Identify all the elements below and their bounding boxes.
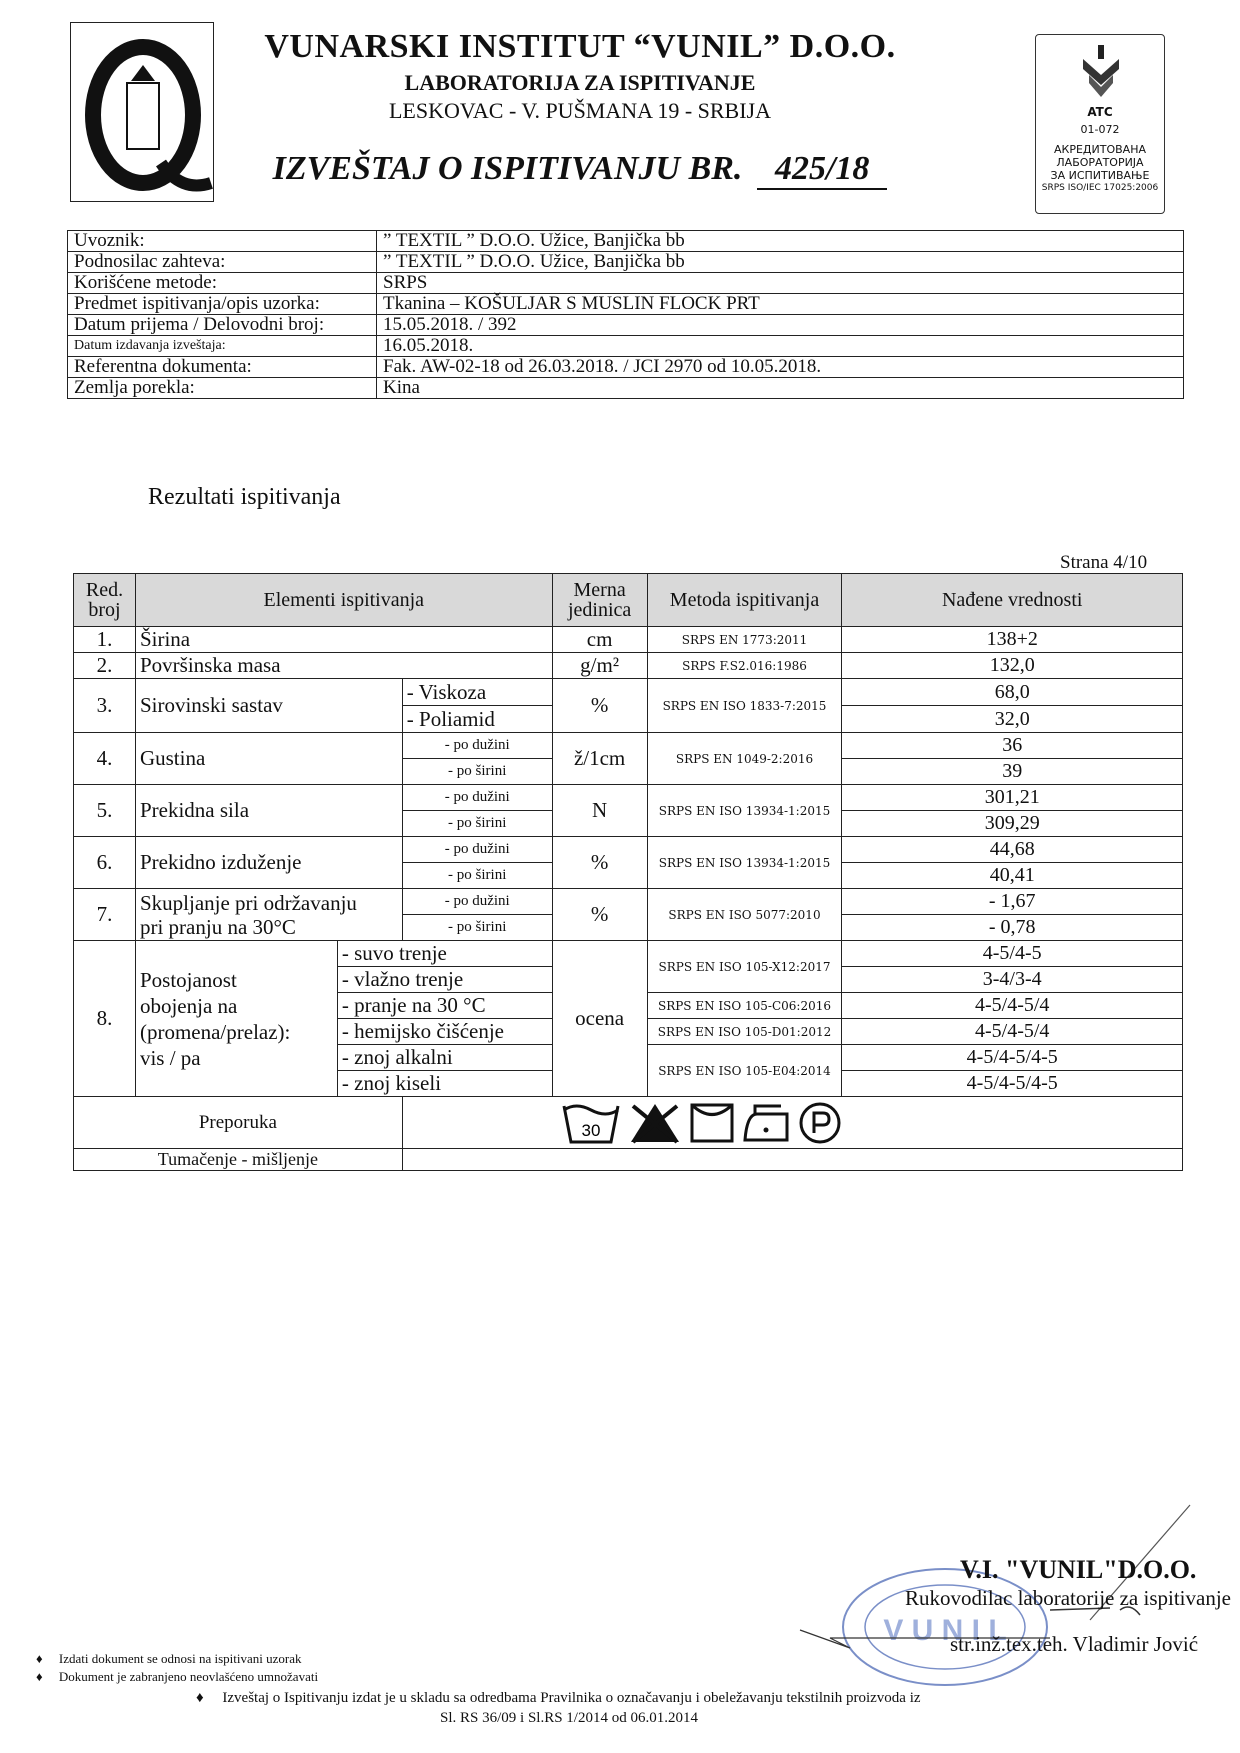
table-row bbox=[74, 733, 1183, 759]
row-number: 5. bbox=[74, 785, 136, 837]
row-number: 3. bbox=[74, 679, 136, 733]
row-value: 132,0 bbox=[842, 653, 1183, 679]
col-jedinica: Merna jedinica bbox=[552, 574, 647, 627]
row-element-line: obojenja na bbox=[139, 993, 238, 1018]
row-number: 6. bbox=[74, 837, 136, 889]
col-elementi: Elementi ispitivanja bbox=[135, 574, 552, 627]
info-label: Datum izdavanja izveštaja: bbox=[68, 336, 377, 357]
row-method: SRPS EN ISO 5077:2010 bbox=[647, 889, 842, 941]
acc-line-2: ЛАБОРАТОРИЈА bbox=[1056, 156, 1144, 169]
info-value: ” TEXTIL ” D.O.O. Užice, Banjička bb bbox=[377, 252, 1184, 273]
row-subelement: - po dužini bbox=[402, 785, 552, 811]
row-element: Gustina bbox=[135, 733, 402, 785]
row-value: 3-4/3-4 bbox=[842, 967, 1183, 993]
row-value: 44,68 bbox=[842, 837, 1183, 863]
table-row bbox=[74, 785, 1183, 811]
row-number: 8. bbox=[74, 941, 136, 1097]
table-row bbox=[74, 837, 1183, 863]
info-row bbox=[68, 378, 1184, 399]
sample-info-table bbox=[67, 230, 1184, 399]
care-row bbox=[74, 1097, 1183, 1149]
table-row bbox=[74, 627, 1183, 653]
results-table bbox=[73, 573, 1183, 1171]
table-row bbox=[74, 679, 1183, 706]
row-subelement: - znoj kiseli bbox=[337, 1071, 552, 1097]
results-header-row bbox=[74, 574, 1183, 627]
row-value: 68,0 bbox=[842, 679, 1183, 706]
results-title: Rezultati ispitivanja bbox=[148, 484, 341, 510]
row-unit: ocena bbox=[552, 941, 647, 1097]
row-unit: ž/1cm bbox=[552, 733, 647, 785]
info-row bbox=[68, 315, 1184, 336]
row-value: 32,0 bbox=[842, 706, 1183, 733]
info-value: Fak. AW-02-18 od 26.03.2018. / JCI 2970 od 10.05.2018. bbox=[377, 357, 1184, 378]
row-element-line: pri pranju na 30°C bbox=[139, 914, 296, 939]
row-subelement: - po širini bbox=[402, 863, 552, 889]
signature-name: str.inž.tex.teh. Vladimir Jović bbox=[950, 1632, 1199, 1656]
row-value: 301,21 bbox=[842, 785, 1183, 811]
row-unit: % bbox=[552, 679, 647, 733]
row-unit: g/m² bbox=[552, 653, 647, 679]
info-row bbox=[68, 252, 1184, 273]
row-element bbox=[135, 941, 337, 1097]
col-metoda: Metoda ispitivanja bbox=[647, 574, 842, 627]
acc-line-4: SRPS ISO/IEC 17025:2006 bbox=[1041, 183, 1159, 193]
footer-note-text: Izdati dokument se odnosi na ispitivani uzorak bbox=[58, 1651, 302, 1666]
vunil-logo bbox=[70, 22, 214, 202]
row-subelement: - vlažno trenje bbox=[337, 967, 552, 993]
row-element: Širina bbox=[135, 627, 552, 653]
row-element-line: Postojanost bbox=[139, 967, 237, 992]
info-label: Korišćene metode: bbox=[68, 273, 377, 294]
report-title-text: IZVEŠTAJ O ISPITIVANJU BR. bbox=[272, 150, 743, 187]
institute-name: VUNARSKI INSTITUT “VUNIL” D.O.O. bbox=[264, 28, 896, 65]
info-label: Podnosilac zahteva: bbox=[68, 252, 377, 273]
row-value: 36 bbox=[842, 733, 1183, 759]
no-bleach-icon bbox=[627, 1100, 683, 1146]
row-value: 4-5/4-5/4-5 bbox=[842, 1045, 1183, 1071]
row-subelement: - znoj alkalni bbox=[337, 1045, 552, 1071]
row-subelement: - po dužini bbox=[402, 837, 552, 863]
atc-code: 01-072 bbox=[1080, 123, 1120, 136]
row-value: 40,41 bbox=[842, 863, 1183, 889]
lab-address: LESKOVAC - V. PUŠMANA 19 - SRBIJA bbox=[388, 98, 772, 123]
preporuka-label: Preporuka bbox=[74, 1097, 403, 1149]
row-element-line: vis / pa bbox=[139, 1045, 201, 1070]
info-value: Tkanina – KOŠULJAR S MUSLIN FLOCK PRT bbox=[377, 294, 1184, 315]
wash-30-icon bbox=[561, 1100, 621, 1146]
row-unit: % bbox=[552, 837, 647, 889]
info-row bbox=[68, 231, 1184, 252]
row-method: SRPS EN ISO 105-C06:2016 bbox=[647, 993, 842, 1019]
footer-note-text: Izveštaj o Ispitivanju izdat je u skladu sa odredbama Pravilnika o označavanju i obeležavanju tekstilnih proizvoda iz bbox=[222, 1690, 921, 1706]
footer-note-2: ♦ Dokument je zabranjeno neovlašćeno umnožavati bbox=[36, 1669, 319, 1684]
row-number: 7. bbox=[74, 889, 136, 941]
info-row bbox=[68, 357, 1184, 378]
page-number: Strana 4/10 bbox=[1060, 552, 1148, 573]
row-number: 4. bbox=[74, 733, 136, 785]
svg-text:V U N I L: V U N I L bbox=[883, 1614, 1007, 1647]
row-subelement: - suvo trenje bbox=[337, 941, 552, 967]
row-number: 2. bbox=[74, 653, 136, 679]
row-subelement: - po širini bbox=[402, 915, 552, 941]
row-method: SRPS EN ISO 1833-7:2015 bbox=[647, 679, 842, 733]
row-method: SRPS EN ISO 13934-1:2015 bbox=[647, 837, 842, 889]
tumacenje-value bbox=[402, 1149, 1182, 1171]
row-method: SRPS F.S2.016:1986 bbox=[647, 653, 842, 679]
lab-name: LABORATORIJA ZA ISPITIVANJE bbox=[404, 70, 756, 95]
row-method: SRPS EN ISO 105-E04:2014 bbox=[647, 1045, 842, 1097]
info-value: Kina bbox=[377, 378, 1184, 399]
footer-note-4: Sl. RS 36/09 i Sl.RS 1/2014 od 06.01.2014 bbox=[440, 1710, 698, 1726]
report-title bbox=[230, 150, 930, 190]
info-label: Zemlja porekla: bbox=[68, 378, 377, 399]
row-method: SRPS EN ISO 105-X12:2017 bbox=[647, 941, 842, 993]
row-number: 1. bbox=[74, 627, 136, 653]
info-value: 16.05.2018. bbox=[377, 336, 1184, 357]
wash-temp: 30 bbox=[581, 1120, 601, 1140]
row-subelement: - Poliamid bbox=[402, 706, 552, 733]
row-method: SRPS EN ISO 105-D01:2012 bbox=[647, 1019, 842, 1045]
accreditation-text bbox=[1036, 143, 1164, 195]
row-subelement: - hemijsko čišćenje bbox=[337, 1019, 552, 1045]
row-subelement: - po širini bbox=[402, 811, 552, 837]
row-subelement: - Viskoza bbox=[402, 679, 552, 706]
row-element: Prekidno izduženje bbox=[135, 837, 402, 889]
table-row bbox=[74, 941, 1183, 967]
footer-note-1: ♦ Izdati dokument se odnosi na ispitivani uzorak bbox=[36, 1651, 302, 1666]
row-subelement: - po dužini bbox=[402, 889, 552, 915]
row-value: 4-5/4-5/4-5 bbox=[842, 1071, 1183, 1097]
table-row bbox=[74, 889, 1183, 915]
row-subelement: - po dužini bbox=[402, 733, 552, 759]
info-value: 15.05.2018. / 392 bbox=[377, 315, 1184, 336]
info-row bbox=[68, 294, 1184, 315]
row-element: Površinska masa bbox=[135, 653, 552, 679]
row-method: SRPS EN 1049-2:2016 bbox=[647, 733, 842, 785]
row-unit: % bbox=[552, 889, 647, 941]
info-value: SRPS bbox=[377, 273, 1184, 294]
info-label: Referentna dokumenta: bbox=[68, 357, 377, 378]
info-row bbox=[68, 273, 1184, 294]
row-subelement: - pranje na 30 °C bbox=[337, 993, 552, 1019]
row-element bbox=[135, 889, 402, 941]
dry-clean-p-icon bbox=[797, 1100, 843, 1146]
row-value: 4-5/4-5/4 bbox=[842, 1019, 1183, 1045]
atc-icon bbox=[1081, 45, 1121, 101]
col-vrednosti: Nađene vrednosti bbox=[842, 574, 1183, 627]
row-method: SRPS EN 1773:2011 bbox=[647, 627, 842, 653]
row-value: - 0,78 bbox=[842, 915, 1183, 941]
tumble-dry-icon bbox=[689, 1100, 735, 1146]
report-number: 425/18 bbox=[757, 150, 887, 190]
row-element: Sirovinski sastav bbox=[135, 679, 402, 733]
footer-note-3: ♦ Izveštaj o Ispitivanju izdat je u skladu sa odredbama Pravilnika o označavanju i obeležavanju tekstilnih proizvoda iz bbox=[196, 1690, 921, 1706]
row-unit: cm bbox=[552, 627, 647, 653]
row-method: SRPS EN ISO 13934-1:2015 bbox=[647, 785, 842, 837]
row-value: 4-5/4-5 bbox=[842, 941, 1183, 967]
signature-role: Rukovodilac laboratorije za ispitivanje bbox=[905, 1586, 1231, 1610]
row-unit: N bbox=[552, 785, 647, 837]
row-value: 39 bbox=[842, 759, 1183, 785]
signature-org: V.I. "VUNIL"D.O.O. bbox=[960, 1555, 1197, 1584]
acc-line-1: АКРЕДИТОВАНА bbox=[1054, 143, 1146, 156]
care-symbols bbox=[402, 1097, 1182, 1149]
row-value: - 1,67 bbox=[842, 889, 1183, 915]
row-value: 309,29 bbox=[842, 811, 1183, 837]
row-element-line: (promena/prelaz): bbox=[139, 1019, 291, 1044]
info-label: Predmet ispitivanja/opis uzorka: bbox=[68, 294, 377, 315]
row-value: 4-5/4-5/4 bbox=[842, 993, 1183, 1019]
tumacenje-label: Tumačenje - mišljenje bbox=[74, 1149, 403, 1171]
opinion-row bbox=[74, 1149, 1183, 1171]
acc-line-3: ЗА ИСПИТИВАЊЕ bbox=[1050, 169, 1150, 182]
row-subelement: - po širini bbox=[402, 759, 552, 785]
table-row bbox=[74, 653, 1183, 679]
info-label: Uvoznik: bbox=[68, 231, 377, 252]
col-red-broj: Red. broj bbox=[74, 574, 136, 627]
info-row bbox=[68, 336, 1184, 357]
accreditation-badge bbox=[1035, 34, 1165, 214]
info-value: ” TEXTIL ” D.O.O. Užice, Banjička bb bbox=[377, 231, 1184, 252]
info-label: Datum prijema / Delovodni broj: bbox=[68, 315, 377, 336]
footer-note-text: Dokument je zabranjeno neovlašćeno umnožavati bbox=[58, 1669, 319, 1684]
row-element: Prekidna sila bbox=[135, 785, 402, 837]
iron-icon bbox=[741, 1100, 791, 1146]
row-value: 138+2 bbox=[842, 627, 1183, 653]
atc-label: ATC bbox=[1087, 105, 1113, 119]
row-element-line: Skupljanje pri održavanju bbox=[139, 890, 357, 915]
